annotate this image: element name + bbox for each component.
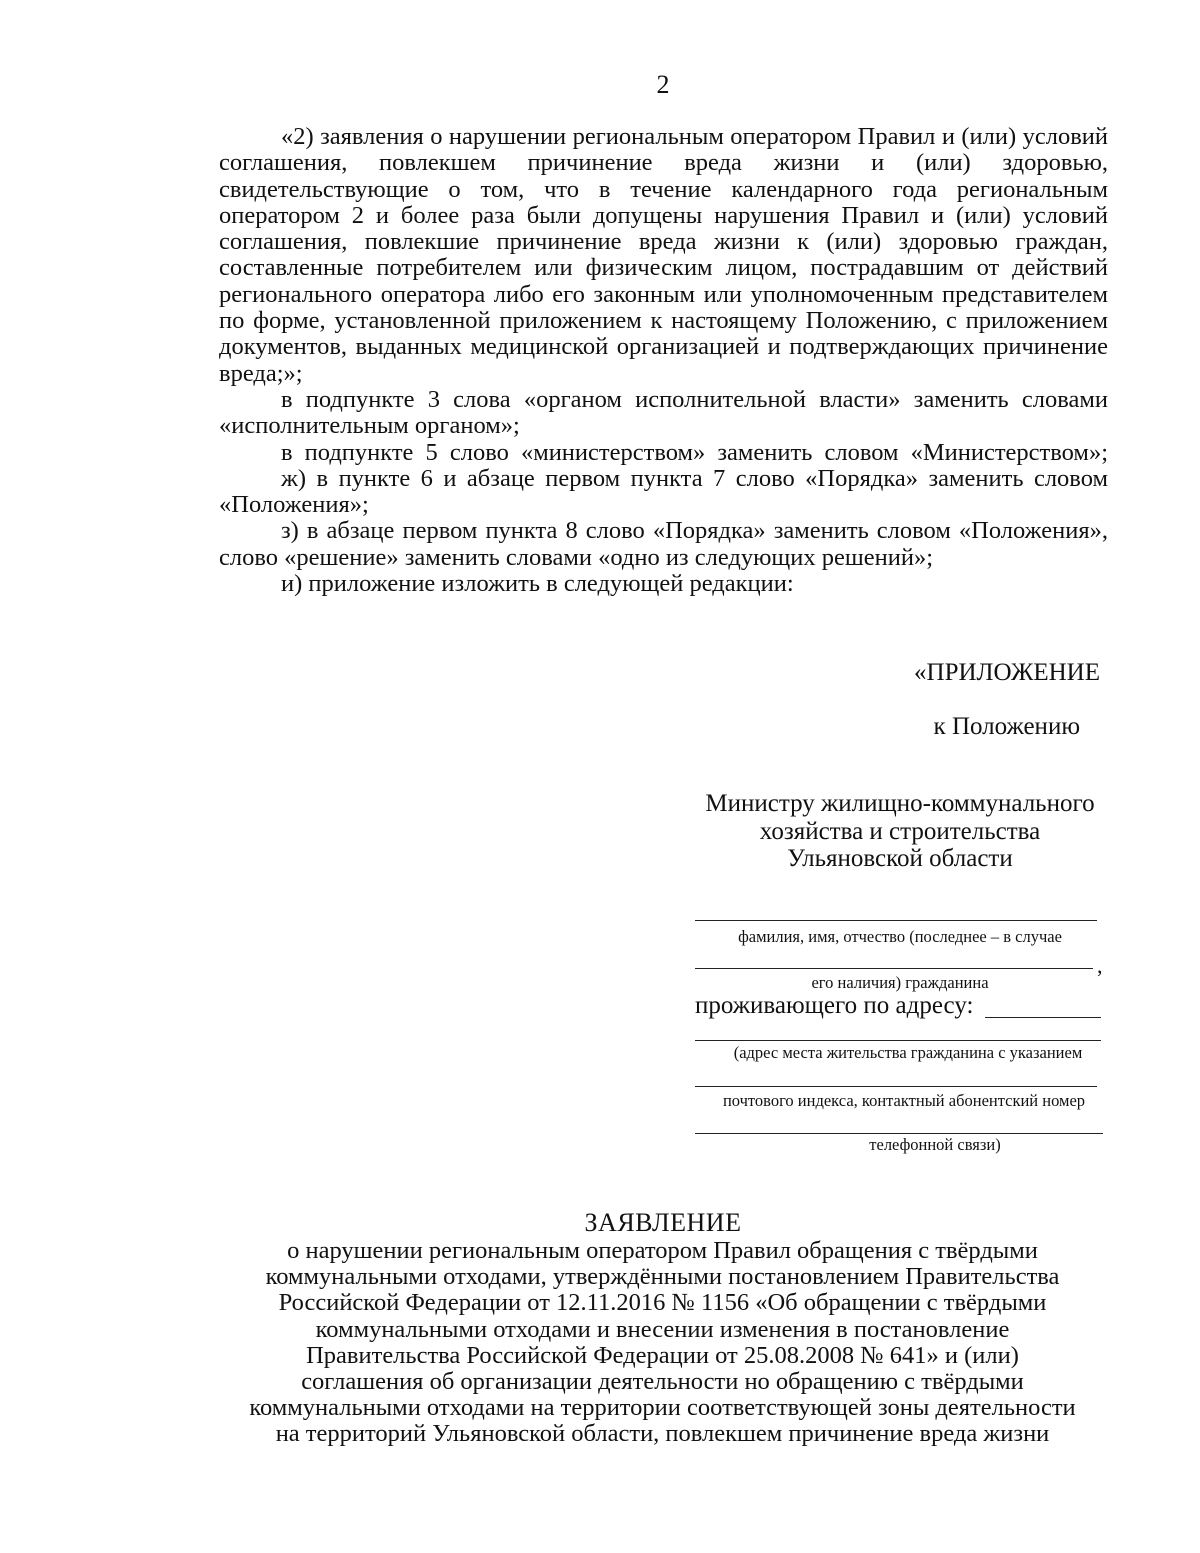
address-line-1[interactable] [695,1040,1101,1041]
statement-line: коммунальными отходами и внесении изменения в постановление [315,1315,1010,1343]
name-line-2[interactable] [695,968,1093,969]
statement-line: на территорий Ульяновской области, повлекшем причинение вреда жизни [275,1420,1050,1448]
address-caption-1: (адрес места жительства гражданина с указанием [733,1043,1083,1062]
paragraph-subpoint-3: в подпункте 3 слова «органом исполнительной власти» заменить словами «исполнительным органом»; [219,385,1108,440]
paragraph-item-z: з) в абзаце первом пункта 8 слово «Порядка» заменить словом «Положения», слово «решение» заменить словами «одно из следующих решений»; [219,517,1108,571]
address-inline-line[interactable] [985,1017,1101,1018]
amendment-text [219,124,1108,597]
statement-line: соглашения об организации деятельности но обращению с твёрдыми [301,1368,1024,1396]
paragraph-item-2: «2) заявления о нарушении региональным оператором Правил и (или) условий соглашения, повлекшем причинение вреда жизни и (или) здоровью, свидетельствующие о том, что в течение календарного года региональным оператором 2 и более раза были допущены нарушения Правил и (или) условий соглашения, повлекшие причинение вреда жизни к (или) здоровью граждан, составленные потребителем или физическим лицом, пострадавшим от действий регионального оператора либо его законным или уполномоченным представителем по форме, установленной приложением к настоящему Положению, с приложением документов, выданных медицинской организацией и подтверждающих причинение вреда;»; [219,123,1108,387]
addressee-block [690,790,1110,873]
addressee-line: Министру жилищно-коммунального [705,790,1095,817]
statement-line: коммунальными отходами на территории соответствующей зоны деятельности [249,1394,1076,1422]
appendix-subtitle: к Положению [933,713,1080,740]
statement-subject [200,1238,1125,1448]
appendix-title: «ПРИЛОЖЕНИЕ [914,659,1100,686]
paragraph-subpoint-5: в подпункте 5 слово «министерством» заменить словом «Министерством»; [281,438,1108,466]
address-caption-2: почтового индекса, контактный абонентский номер [722,1091,1086,1110]
name-line-1[interactable] [695,920,1097,921]
paragraph-item-zh: ж) в пункте 6 и абзаце первом пункта 7 слово «Порядка» заменить словом «Положения»; [219,464,1108,519]
page-number: 2 [656,70,670,99]
comma-mark: , [1097,953,1103,978]
address-line-2[interactable] [695,1086,1097,1087]
address-caption-3: телефонной связи) [869,1135,1001,1154]
address-label: проживающего по адресу: [695,992,974,1019]
statement-line: о нарушении региональным оператором Правил обращения с твёрдыми [287,1237,1038,1264]
statement-line: Российской Федерации от 12.11.2016 № 1156 «Об обращении с твёрдыми [278,1289,1047,1317]
statement-title: ЗАЯВЛЕНИЕ [584,1208,742,1237]
addressee-line: Ульяновской области [787,845,1013,872]
statement-line: Правительства Российской Федерации от 25.08.2008 № 641» и (или) [306,1341,1019,1369]
paragraph-item-i: и) приложение изложить в следующей редакции: [281,570,794,598]
statement-line: коммунальными отходами, утверждёнными постановлением Правительства [265,1263,1060,1291]
address-line-3[interactable] [695,1133,1103,1134]
name-caption-2: его наличия) гражданина [811,973,989,992]
addressee-line: хозяйства и строительства [759,817,1041,845]
name-caption-1: фамилия, имя, отчество (последнее – в случае [738,927,1062,946]
